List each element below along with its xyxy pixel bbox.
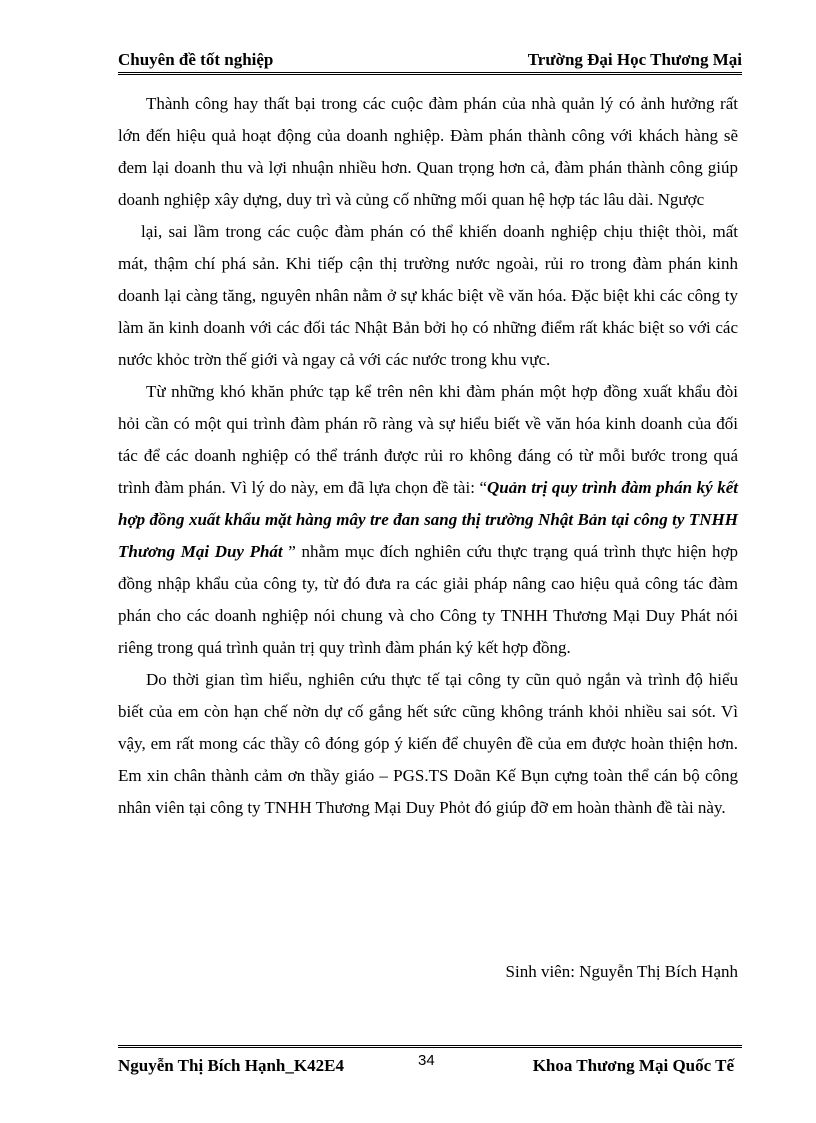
footer-faculty: Khoa Thương Mại Quốc Tế [532, 1056, 734, 1075]
paragraph-2: lại, sai lầm trong các cuộc đàm phán có thể khiến doanh nghiệp chịu thiệt thòi, mất mát, thậm chí phá sản. Khi tiếp cận thị trường nước ngoài, rủi ro trong đàm phán kinh doanh lại càng tăng, nguyên nhân nằm ở sự khác biệt về văn hóa. Đặc biệt khi các công ty làm ăn kinh doanh với các đối tác Nhật Bản bởi họ có những điểm rất khác biệt so với các nước khỏc trờn thế giới và ngay cả với các nước trong khu vực. [118, 222, 738, 369]
page-footer [118, 1045, 742, 1078]
header-right-title: Trường Đại Học Thương Mại [527, 50, 742, 69]
footer-author: Nguyễn Thị Bích Hạnh_K42E4 [118, 1056, 344, 1075]
paragraph-3-rest: ” nhằm mục đích nghiên cứu thực trạng quá trình thực hiện hợp đồng nhập khẩu của công ty, từ đó đưa ra các giải pháp nâng cao hiệu quả công tác đàm phán cho các doanh nghiệp nói chung và cho Công ty TNHH Thương Mại Duy Phát nói riêng trong quá trình quản trị quy trình đàm phán ký kết hợp đồng. [118, 542, 739, 657]
page-header [118, 50, 742, 75]
page-number: 34 [418, 1052, 435, 1069]
paragraph-3 [118, 376, 738, 664]
paragraph-1: Thành công hay thất bại trong các cuộc đàm phán của nhà quản lý có ảnh hưởng rất lớn đến hiệu quả hoạt động của doanh nghiệp. Đàm phán thành công với khách hàng sẽ đem lại doanh thu và lợi nhuận nhiều hơn. Quan trọng hơn cả, đàm phán thành công giúp doanh nghiệp xây dựng, duy trì và củng cố những mối quan hệ hợp tác lâu dài. Ngược [118, 94, 738, 209]
document-body [118, 88, 738, 824]
thesis-title: Quản trị quy trình đàm phán ký kết hợp đồng xuất khẩu mặt hàng mây tre đan sang thị trường Nhật Bản tại công ty TNHH Thương Mại Duy Phát [118, 478, 738, 561]
paragraph-4: Do thời gian tìm hiểu, nghiên cứu thực tế tại công ty cũn quỏ ngắn và trình độ hiểu biết của em còn hạn chế nờn dự cố gắng hết sức cũng không tránh khỏi nhiều sai sót. Vì vậy, em rất mong các thầy cô đóng góp ý kiến để chuyên đề của em được hoàn thiện hơn. Em xin chân thành cảm ơn thầy giáo – PGS.TS Doãn Kế Bụn cựng toàn thể cán bộ công nhân viên tại công ty TNHH Thương Mại Duy Phỏt đó giúp đỡ em hoàn thành đề tài này. [118, 670, 738, 817]
paragraph-3-intro: Từ những khó khăn phức tạp kể trên nên khi đàm phán một hợp đồng xuất khẩu đòi hỏi cần có một qui trình đàm phán rõ ràng và sự hiểu biết về văn hóa kinh doanh của đối tác để các doanh nghiệp có thể tránh được rủi ro không đáng có từ mỗi bước trong quá trình đàm phán. Vì lý do này, em đã lựa chọn đề tài: “ [118, 382, 738, 497]
signature: Sinh viên: Nguyễn Thị Bích Hạnh [505, 962, 738, 981]
header-left-title: Chuyên đề tốt nghiệp [118, 50, 274, 69]
